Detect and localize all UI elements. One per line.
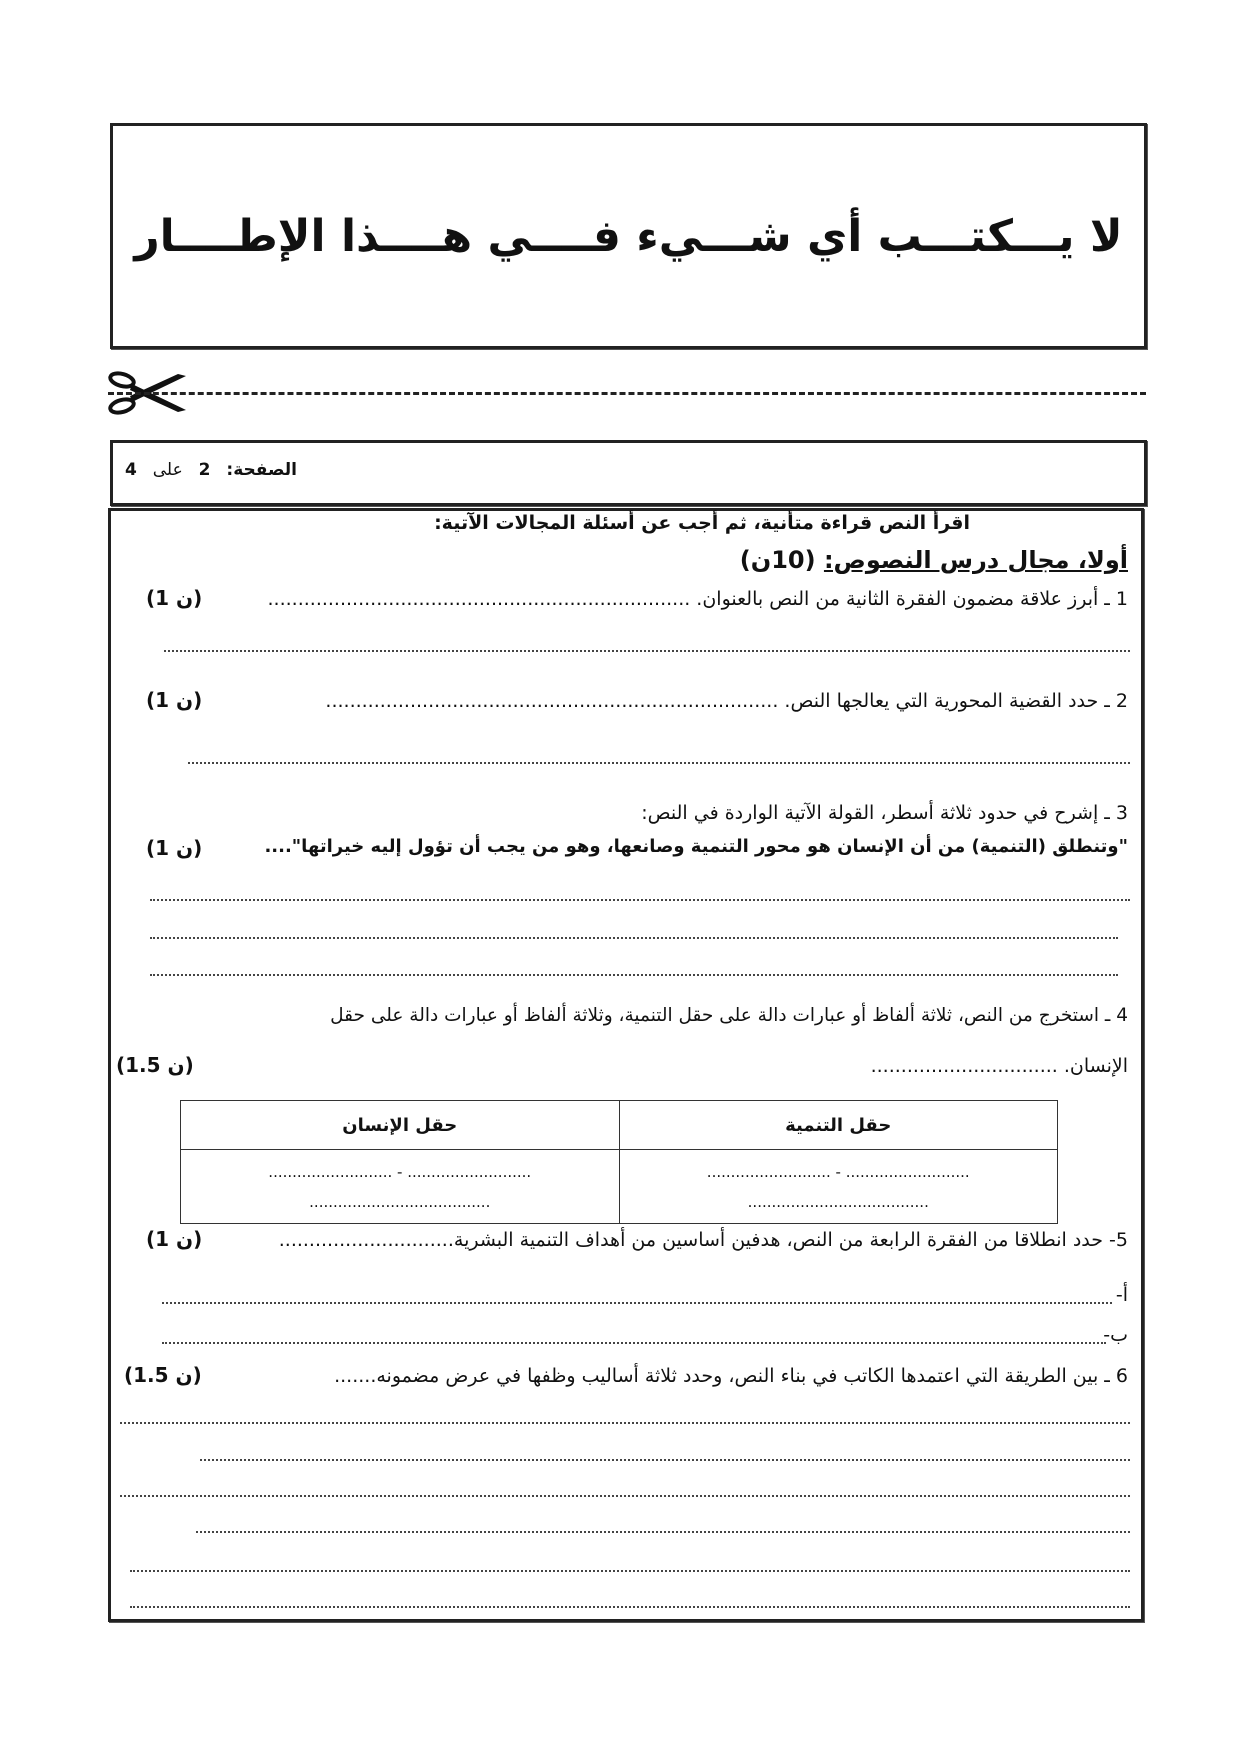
answer-line[interactable] bbox=[162, 1342, 1106, 1344]
question-1-points: (1 ن) bbox=[146, 586, 203, 610]
table-cell-human[interactable] bbox=[181, 1150, 620, 1224]
item-b-label: ب- bbox=[1103, 1324, 1128, 1346]
table-header-development: حقل التنمية bbox=[619, 1101, 1058, 1150]
item-a-label: أ- bbox=[1115, 1284, 1128, 1306]
table-cell-development[interactable] bbox=[619, 1150, 1058, 1224]
cut-line bbox=[108, 392, 1146, 395]
fields-table bbox=[180, 1100, 1058, 1224]
section-points: (10ن) bbox=[739, 546, 816, 574]
answer-line[interactable] bbox=[150, 974, 1118, 976]
page-label: الصفحة: bbox=[226, 460, 297, 480]
answer-line[interactable] bbox=[188, 762, 1130, 764]
answer-line[interactable] bbox=[120, 1422, 1130, 1424]
answer-line[interactable] bbox=[164, 650, 1130, 652]
question-4: 4 ـ استخرج من النص، ثلاثة ألفاظ أو عبارات دالة على حقل التنمية، وثلاثة ألفاظ أو عبارات دالة على حقل bbox=[330, 1005, 1128, 1026]
table-header-human: حقل الإنسان bbox=[181, 1101, 620, 1150]
section-title: أولا، مجال درس النصوص: bbox=[823, 546, 1128, 574]
question-6: 6 ـ بين الطريقة التي اعتمدها الكاتب في بناء النص، وحدد ثلاثة أساليب وظفها في عرض مضمونه....... bbox=[334, 1365, 1128, 1387]
answer-line[interactable] bbox=[130, 1570, 1130, 1572]
section-heading bbox=[740, 546, 1128, 574]
answer-line[interactable] bbox=[196, 1531, 1130, 1533]
question-4-points: (1.5 ن) bbox=[116, 1053, 194, 1077]
answer-dots: .......................... - .......................... bbox=[268, 1162, 532, 1181]
page-of: على bbox=[152, 460, 183, 480]
answer-dots: .......................... - .......................... bbox=[706, 1162, 970, 1181]
do-not-write-notice: لا يـــكتـــب أي شـــيء فــــي هــــذا الإطــــار bbox=[134, 211, 1123, 262]
answer-line[interactable] bbox=[150, 937, 1118, 939]
answer-line[interactable] bbox=[162, 1302, 1112, 1304]
page-total: 4 bbox=[125, 460, 137, 480]
answer-line[interactable] bbox=[150, 899, 1130, 901]
answer-line[interactable] bbox=[120, 1495, 1130, 1497]
instruction: اقرأ النص قراءة متأنية، ثم أجب عن أسئلة المجالات الآتية: bbox=[434, 512, 970, 534]
question-2: 2 ـ حدد القضية المحورية التي يعالجها النص. ........................................................................... bbox=[325, 690, 1128, 712]
answer-line[interactable] bbox=[200, 1459, 1130, 1461]
page-indicator-box bbox=[110, 440, 1147, 506]
question-1: 1 ـ أبرز علاقة مضمون الفقرة الثانية من النص بالعنوان. ...................................................................... bbox=[267, 588, 1128, 610]
question-3-quote: "وتنطلق (التنمية) من أن الإنسان هو محور التنمية وصانعها، وهو من يجب أن تؤول إليه خيراتها".... bbox=[264, 836, 1128, 857]
page-current: 2 bbox=[198, 460, 211, 480]
question-5: 5- حدد انطلاقا من الفقرة الرابعة من النص، هدفين أساسين من أهداف التنمية البشرية............................. bbox=[278, 1229, 1128, 1251]
answer-dots: ...................................... bbox=[747, 1192, 929, 1211]
question-3: 3 ـ إشرح في حدود ثلاثة أسطر، القولة الآتية الواردة في النص: bbox=[641, 802, 1128, 824]
question-2-points: (1 ن) bbox=[146, 688, 203, 712]
question-3-points: (1 ن) bbox=[146, 836, 203, 860]
answer-line[interactable] bbox=[130, 1606, 1130, 1608]
question-6-points: (1.5 ن) bbox=[124, 1363, 202, 1387]
answer-dots: ...................................... bbox=[309, 1192, 491, 1211]
question-4-line2: الإنسان. ............................... bbox=[870, 1055, 1128, 1077]
question-5-points: (1 ن) bbox=[146, 1227, 203, 1251]
page-indicator bbox=[125, 460, 297, 480]
do-not-write-frame bbox=[110, 123, 1147, 349]
